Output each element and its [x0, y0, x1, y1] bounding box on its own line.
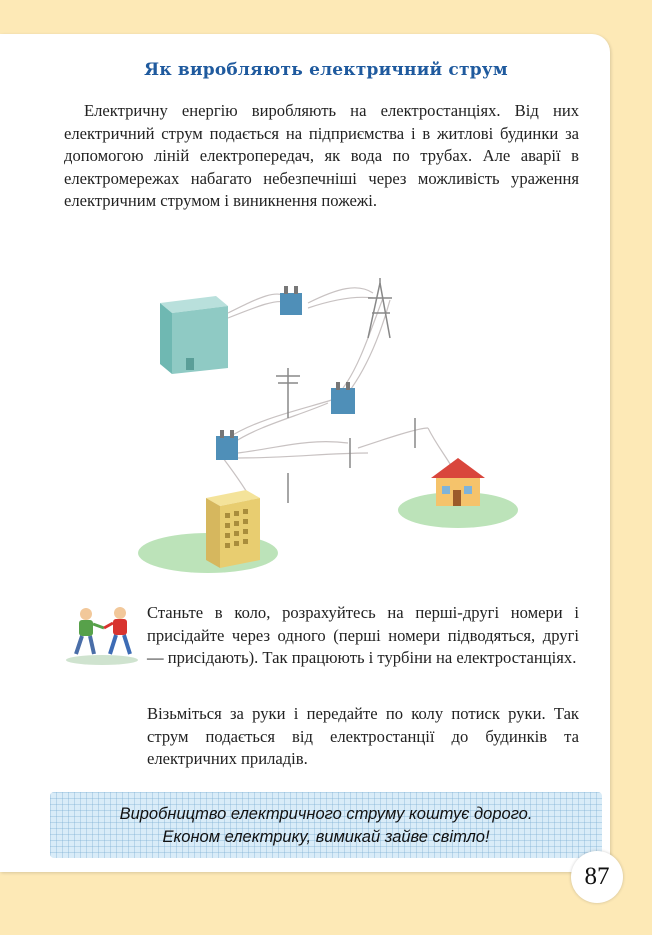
transformer-icon: [280, 286, 302, 315]
game-paragraph-1: Станьте в коло, розрахуйтесь на перші-другі номери і присідайте через одного (перші номери підводяться, другі — присідають). Так працюють і турбіни на електростанціях.: [147, 603, 579, 668]
notice-line: Економ електрику, вимикай зайве світло!: [162, 828, 490, 846]
house-icon: [431, 458, 485, 506]
notice-line: Виробництво електричного струму коштує дорого.: [119, 805, 533, 823]
child-red-icon: [104, 607, 130, 654]
power-station-icon: [160, 296, 228, 374]
utility-pole-icon: [288, 418, 415, 503]
game-paragraph-2: Візьміться за руки і передайте по колу потиск руки. Так струм подається від електростанції до будинків та електричних приладів.: [147, 704, 579, 769]
child-green-icon: [76, 608, 104, 654]
page-number: 87: [571, 851, 623, 903]
apartment-building-icon: [206, 490, 260, 568]
transformer-icon: [331, 382, 355, 414]
power-grid-illustration: [128, 258, 518, 580]
notice-text: [50, 803, 602, 849]
intro-paragraph: Електричну енергію виробляють на електростанціях. Від них електричний струм подається на підприємства і в житлові будинки за допомогою ліній електропередач, як вода по трубах. Але аварії в електромережах набагато небезпечніші через можливість ураження електричним струмом і виникнення пожежі.: [64, 101, 579, 211]
page-title: Як виробляють електричний струм: [144, 60, 508, 80]
children-playing-icon: [62, 604, 144, 666]
